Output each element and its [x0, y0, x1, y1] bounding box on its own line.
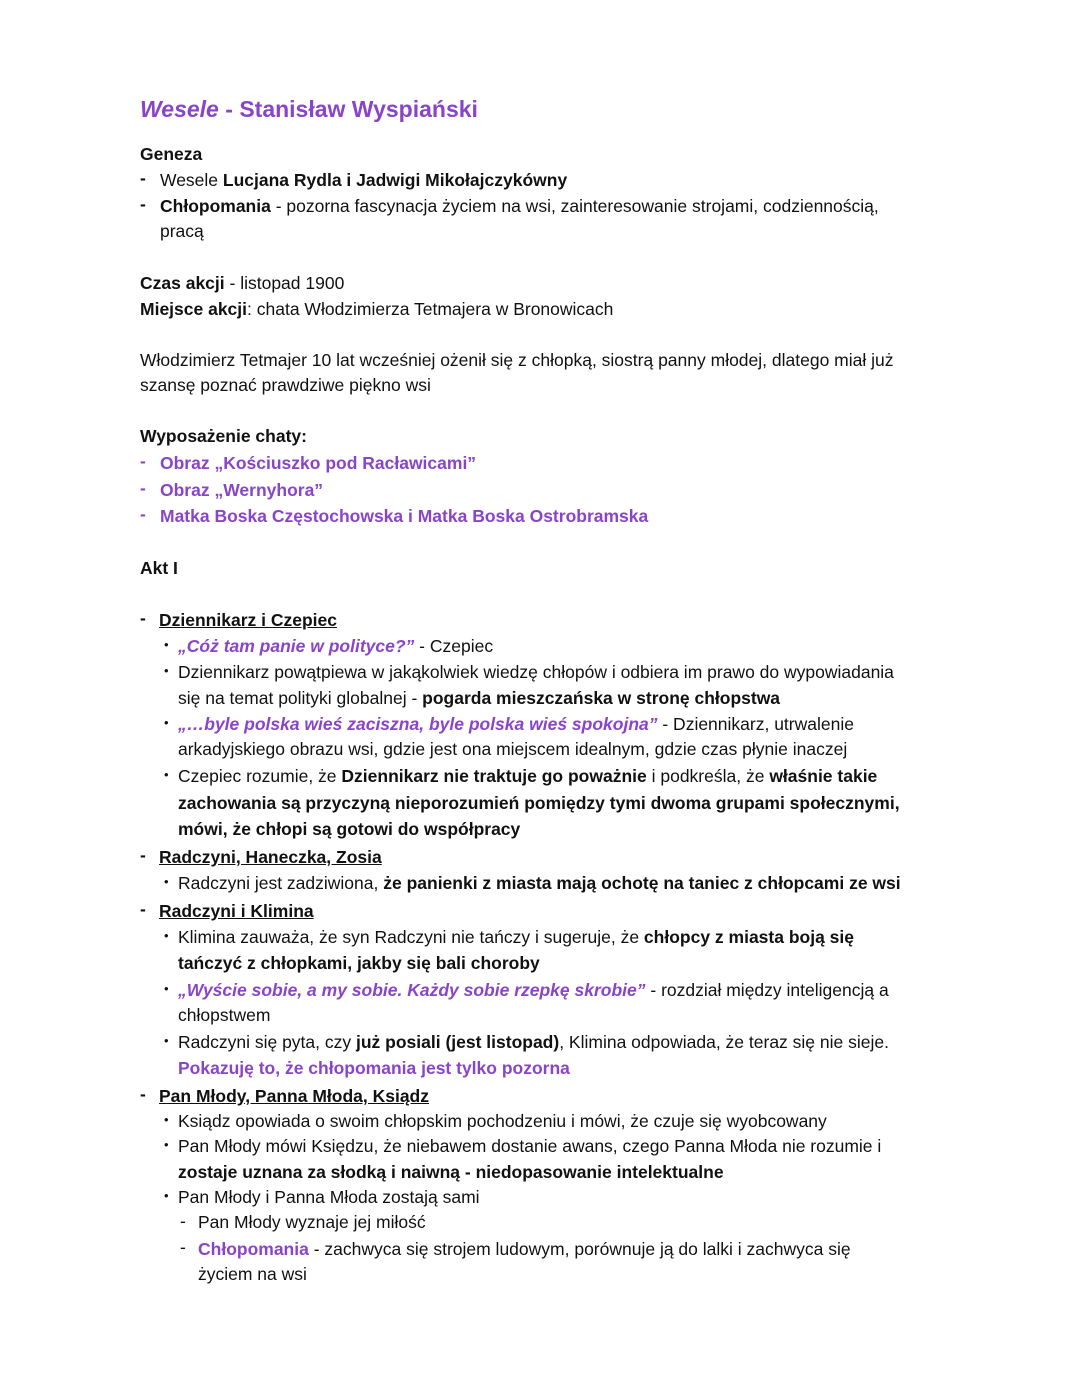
- bullet-marker: •: [164, 663, 169, 678]
- akt-heading: Akt I: [140, 558, 178, 578]
- bullet-item-cont: arkadyjskiego obrazu wsi, gdzie jest ona miejscem idealnym, gdzie czas płynie inaczej: [178, 739, 848, 759]
- text: i podkreśla, że: [646, 766, 770, 786]
- bullet-item: [178, 635, 493, 657]
- text: Czepiec rozumie, że: [178, 766, 342, 786]
- dash-marker: -: [140, 194, 146, 214]
- bullet-marker: •: [164, 1033, 169, 1048]
- title-author: Stanisław Wyspiański: [239, 96, 478, 122]
- text-bold: Dziennikarz nie traktuje go poważnie: [341, 766, 647, 786]
- bullet-item: Ksiądz opowiada o swoim chłopskim pochodzeniu i mówi, że czuje się wyobcowany: [178, 1111, 827, 1131]
- text-bold: Chłopomania: [160, 196, 271, 216]
- bullet-item: Dziennikarz powątpiewa w jakąkolwiek wiedzę chłopów i odbiera im prawo do wypowiadania: [178, 662, 894, 682]
- text: - rozdział między inteligencją a: [645, 980, 889, 1000]
- bullet-item-cont: zostaje uznana za słodką i naiwną - niedopasowanie intelektualne: [178, 1162, 724, 1182]
- dash-marker: -: [140, 168, 146, 188]
- text: się na temat polityki globalnej -: [178, 688, 423, 708]
- bullet-marker: •: [164, 1137, 169, 1152]
- geneza-item-1: [160, 169, 567, 191]
- geneza-item-2: [160, 195, 879, 217]
- bullet-marker: •: [164, 874, 169, 889]
- bullet-marker: •: [164, 981, 169, 996]
- sub-item-cont: życiem na wsi: [198, 1264, 307, 1284]
- page-title: [140, 96, 478, 123]
- value: : chata Włodzimierza Tetmajera w Bronowicach: [247, 299, 614, 319]
- bullet-item-cont: [178, 687, 780, 709]
- bullet-marker: •: [164, 715, 169, 730]
- bullet-marker: •: [164, 1188, 169, 1203]
- title-work: Wesele: [140, 96, 219, 122]
- quote: „…byle polska wieś zaciszna, byle polska wieś spokojna”: [178, 714, 658, 734]
- text: Klimina zauważa, że syn Radczyni nie tańczy i sugeruje, że: [178, 927, 644, 947]
- dash-marker: -: [140, 845, 146, 865]
- dash-marker: -: [140, 478, 146, 498]
- text: Wesele: [160, 170, 223, 190]
- label: Czas akcji: [140, 273, 225, 293]
- sub-item: Pan Młody wyznaje jej miłość: [198, 1212, 426, 1232]
- paragraph-line: Włodzimierz Tetmajer 10 lat wcześniej ożenił się z chłopką, siostrą panny młodej, dlatego miał już: [140, 350, 894, 370]
- text-bold: już posiali (jest listopad): [355, 1032, 560, 1052]
- dash-marker: -: [180, 1211, 186, 1231]
- bullet-item-cont: zachowania są przyczyną nieporozumień pomiędzy tymi dwoma grupami społecznymi,: [178, 793, 900, 813]
- bullet-item-cont: mówi, że chłopi są gotowi do współpracy: [178, 819, 521, 839]
- dash-marker: -: [140, 899, 146, 919]
- scene-heading: Pan Młody, Panna Młoda, Ksiądz: [159, 1086, 429, 1106]
- wyposazenie-item: Obraz „Kościuszko pod Racławicami”: [160, 453, 477, 473]
- text-bold: właśnie takie: [769, 766, 878, 786]
- wyposazenie-item: Obraz „Wernyhora”: [160, 480, 324, 500]
- text-bold: chłopcy z miasta boją się: [643, 927, 854, 947]
- bullet-item: [178, 1031, 889, 1053]
- dash-marker: -: [180, 1237, 186, 1257]
- quote: „Wyście sobie, a my sobie. Każdy sobie rzepkę skrobie”: [178, 980, 646, 1000]
- value: - listopad 1900: [224, 273, 345, 293]
- text-bold: Lucjana Rydla i Jadwigi Mikołajczykówny: [222, 170, 568, 190]
- bullet-item: [178, 765, 877, 787]
- paragraph-line: szansę poznać prawdziwe piękno wsi: [140, 375, 431, 395]
- bullet-item-cont: Pokazuję to, że chłopomania jest tylko pozorna: [178, 1058, 570, 1078]
- bullet-marker: •: [164, 767, 169, 782]
- bullet-marker: •: [164, 928, 169, 943]
- scene-heading: Radczyni i Klimina: [159, 901, 314, 921]
- czas-akcji: [140, 272, 344, 294]
- bullet-item: Pan Młody mówi Księdzu, że niebawem dostanie awans, czego Panna Młoda nie rozumie i: [178, 1136, 882, 1156]
- dash-marker: -: [140, 608, 146, 628]
- geneza-item-2-cont: pracą: [160, 221, 204, 241]
- bullet-item: [178, 872, 901, 894]
- label: Miejsce akcji: [140, 299, 248, 319]
- text-bold-accent: Chłopomania: [198, 1239, 309, 1259]
- quote: „Cóż tam panie w polityce?”: [178, 636, 415, 656]
- text: - Dziennikarz, utrwalenie: [657, 714, 854, 734]
- geneza-heading: Geneza: [140, 144, 203, 164]
- text-bold: pogarda mieszczańska w stronę chłopstwa: [422, 688, 781, 708]
- text: - pozorna fascynacja życiem na wsi, zainteresowanie strojami, codziennością,: [270, 196, 879, 216]
- bullet-marker: •: [164, 1112, 169, 1127]
- text: - zachwyca się strojem ludowym, porównuje ją do lalki i zachwyca się: [308, 1239, 851, 1259]
- scene-heading: Radczyni, Haneczka, Zosia: [159, 847, 382, 867]
- scene-heading: Dziennikarz i Czepiec: [159, 610, 337, 630]
- miejsce-akcji: [140, 298, 613, 320]
- bullet-item: [178, 926, 854, 948]
- bullet-marker: •: [164, 637, 169, 652]
- dash-marker: -: [140, 1084, 146, 1104]
- wyposazenie-heading: Wyposażenie chaty:: [140, 426, 307, 446]
- title-separator: -: [218, 96, 240, 122]
- text-bold: że panienki z miasta mają ochotę na taniec z chłopcami ze wsi: [383, 873, 901, 893]
- dash-marker: -: [140, 504, 146, 524]
- text: - Czepiec: [414, 636, 494, 656]
- sub-item: [198, 1238, 851, 1260]
- text: Radczyni się pyta, czy: [178, 1032, 356, 1052]
- bullet-item: [178, 713, 854, 735]
- bullet-item: [178, 979, 889, 1001]
- wyposazenie-item: Matka Boska Częstochowska i Matka Boska Ostrobramska: [160, 506, 649, 526]
- text: Radczyni jest zadziwiona,: [178, 873, 384, 893]
- dash-marker: -: [140, 451, 146, 471]
- text: , Klimina odpowiada, że teraz się nie sieje.: [559, 1032, 889, 1052]
- bullet-item: Pan Młody i Panna Młoda zostają sami: [178, 1187, 480, 1207]
- bullet-item-cont: chłopstwem: [178, 1005, 271, 1025]
- bullet-item-cont: tańczyć z chłopkami, jakby się bali choroby: [178, 953, 540, 973]
